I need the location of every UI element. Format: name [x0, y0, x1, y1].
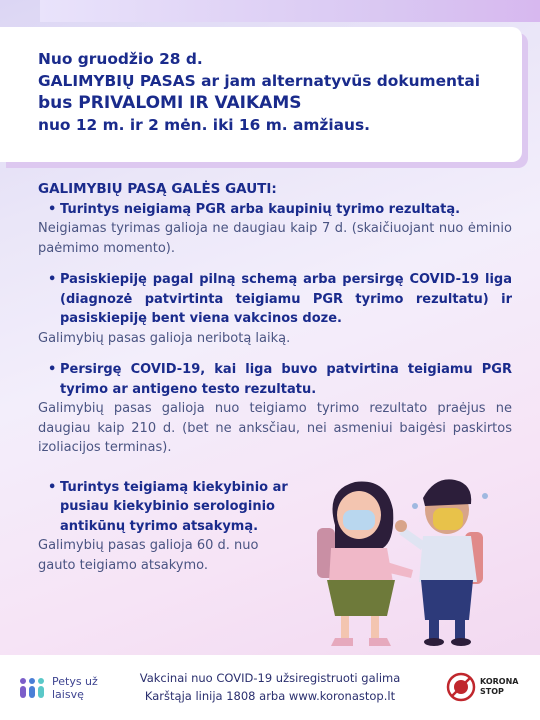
header-date: Nuo gruodžio 28 d. [38, 50, 203, 68]
bullet-text: Turintys neigiamą PGR arba kaupinių tyrimo rezultatą. [60, 201, 461, 217]
list-item-bullet [38, 270, 512, 329]
children-masks-illustration [295, 470, 525, 650]
korona-stop-logo [446, 672, 520, 702]
footer-line1: Vakcinai nuo COVID-19 užsiregistruoti galima [139, 671, 401, 685]
bullet-text: Turintys teigiamą kiekybinio ar pusiau kiekybinio serologinio antikūnų tyrimo atsakymą. [60, 479, 288, 534]
list-item-bullet [38, 478, 300, 537]
header-age: nuo 12 m. ir 2 mėn. iki 16 m. amžiaus. [38, 116, 370, 134]
bullet-dot: • [48, 272, 57, 287]
decorative-top-band [40, 0, 540, 22]
bullet-dot: • [48, 479, 57, 495]
bullet-dot: • [48, 362, 57, 377]
list-item-note: Galimybių pasas galioja 60 d. nuo gauto teigiamo atsakymo. [38, 538, 259, 573]
list-item-bullet [38, 200, 512, 220]
list-item-note: Galimybių pasas galioja neribotą laiką. [38, 330, 291, 346]
petys-uz-laisve-logo [18, 675, 110, 701]
list-item-bullet [38, 360, 512, 399]
section-title: GALIMYBIŲ PASĄ GALĖS GAUTI: [38, 181, 277, 197]
header-text [38, 48, 508, 136]
list-item-note: Galimybių pasas galioja nuo teigiamo tyrimo rezultato praėjus ne daugiau kaip 210 d. (bet ne anksčiau, nei asmeniui baigėsi paskirtos izoliacijos terminas). [38, 401, 512, 455]
bullet-dot: • [48, 201, 57, 217]
list-item-note: Neigiamas tyrimas galioja ne daugiau kaip 7 d. (skaičiuojant nuo ėminio paėmimo momento). [38, 221, 512, 256]
people-icon [18, 677, 46, 699]
virus-stop-icon [446, 672, 476, 702]
header-mandatory: bus PRIVALOMI IR VAIKAMS [38, 93, 302, 113]
left-logo-text: Petys už laisvę [52, 675, 98, 701]
right-logo-text: KORONA STOP [480, 677, 519, 696]
bullet-text: Persirgę COVID-19, kai liga buvo patvirtina teigiamu PGR tyrimo ar antigeno testo rezultatu. [60, 362, 512, 397]
header-documents: GALIMYBIŲ PASAS ar jam alternatyvūs dokumentai [38, 72, 480, 90]
footer [0, 655, 540, 720]
bullet-text: Pasiskiepiję pagal pilną schemą arba persirgę COVID-19 liga (diagnozė patvirtinta teigiamu PGR tyrimo rezultatu) ir pasiskiepiję bent viena vakcinos doze. [60, 272, 512, 326]
footer-info [130, 669, 410, 705]
footer-line2: Karštąja linija 1808 arba www.koronastop.lt [144, 689, 396, 703]
